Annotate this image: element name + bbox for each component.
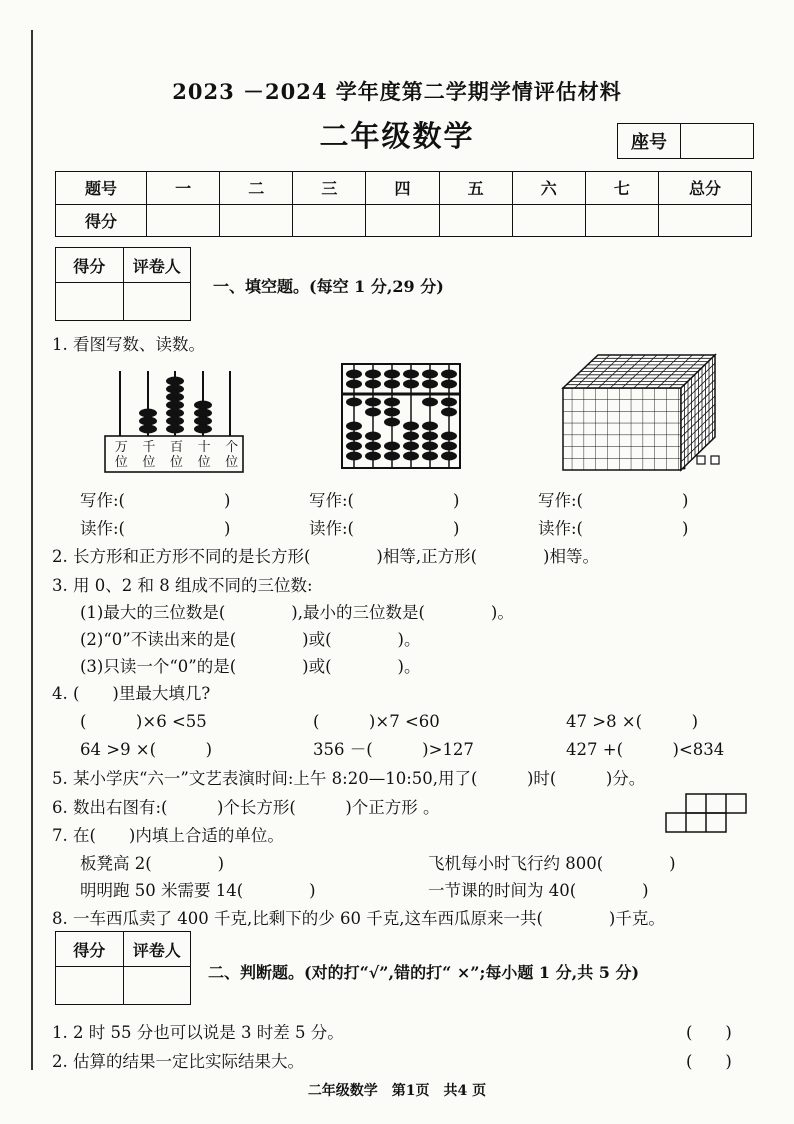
subject-title: 二年级数学 (319, 119, 475, 153)
score-table-score-row (56, 204, 752, 237)
score-cell[interactable] (293, 204, 366, 237)
place-label: 百位 (169, 440, 183, 470)
question-7-item: 一节课的时间为 40( ) (428, 881, 649, 900)
score-row-label: 得分 (56, 204, 147, 237)
score-cell[interactable] (659, 204, 752, 237)
question-3-part-3: (3)只读一个“0”的是( )或( )。 (80, 657, 421, 676)
score-cell[interactable] (366, 204, 439, 237)
section2-title: 二、判断题。(对的打“√”,错的打“ ×”;每小题 1 分,共 5 分) (208, 963, 640, 982)
judge-answer-1[interactable]: ( ) (686, 1023, 732, 1042)
score-header-cell: 二 (220, 172, 293, 205)
write-answer-1[interactable]: 写作:( ) (80, 491, 231, 510)
question-3-part-2: (2)“0”不读出来的是( )或( )。 (80, 630, 421, 649)
score-header-cell: 四 (366, 172, 439, 205)
question-6: 6. 数出右图有:( )个长方形( )个正方形 。 (52, 798, 440, 817)
score-header-cell: 七 (585, 172, 658, 205)
score-cell[interactable] (220, 204, 293, 237)
question-4-item: 47 >8 ×( ) (566, 712, 699, 731)
question-7: 7. 在( )内填上合适的单位。 (52, 826, 284, 845)
score-table (55, 171, 752, 237)
score-header-cell: 六 (512, 172, 585, 205)
score-cell[interactable] (512, 204, 585, 237)
question-4-item: ( )×7 <60 (313, 712, 440, 731)
question-4-item: 427 +( )<834 (566, 740, 725, 759)
grader-score-label: 得分 (73, 940, 106, 960)
grader-name-field[interactable] (123, 967, 191, 1005)
grader-box-section2 (55, 931, 191, 1005)
read-answer-3[interactable]: 读作:( ) (538, 519, 689, 538)
write-answer-2[interactable]: 写作:( ) (309, 491, 460, 510)
suanpan-figure (340, 362, 462, 470)
grader-score-field[interactable] (56, 283, 123, 321)
question-4: 4. ( )里最大填几? (52, 684, 211, 703)
score-header-cell: 三 (293, 172, 366, 205)
question-3: 3. 用 0、2 和 8 组成不同的三位数: (52, 576, 313, 595)
rectangle-count-figure (664, 792, 748, 834)
abacus-place-labels (107, 440, 245, 470)
question-8: 8. 一车西瓜卖了 400 千克,比剩下的少 60 千克,这车西瓜原来一共( )千克。 (52, 909, 665, 928)
question-1: 1. 看图写数、读数。 (52, 335, 205, 354)
judge-answer-2[interactable]: ( ) (686, 1052, 732, 1071)
score-header-cell: 五 (439, 172, 512, 205)
score-cell[interactable] (147, 204, 220, 237)
grader-score-field[interactable] (56, 967, 123, 1005)
grader-box-section1 (55, 247, 191, 321)
question-4-item: 64 >9 ×( ) (80, 740, 213, 759)
page-footer: 二年级数学 第1页 共4 页 (307, 1083, 487, 1099)
place-label: 万位 (114, 440, 128, 470)
question-7-item: 板凳高 2( ) (80, 854, 225, 873)
grader-name-label: 评卷人 (123, 248, 191, 282)
seat-number-box (617, 123, 754, 159)
place-label: 十位 (197, 440, 211, 470)
seat-label: 座号 (618, 124, 681, 158)
question-4-item: 356 －( )>127 (313, 740, 474, 759)
read-answer-2[interactable]: 读作:( ) (309, 519, 460, 538)
grader-name-label: 评卷人 (123, 932, 191, 966)
judge-item-2: 2. 估算的结果一定比实际结果大。 (52, 1052, 304, 1071)
binding-line (31, 30, 33, 1070)
write-answer-3[interactable]: 写作:( ) (538, 491, 689, 510)
thousand-cube-figure (560, 352, 735, 474)
question-7-item: 飞机每小时飞行约 800( ) (428, 854, 676, 873)
score-header-cell: 总分 (659, 172, 752, 205)
score-cell[interactable] (439, 204, 512, 237)
place-label: 千位 (142, 440, 156, 470)
exam-title: 2023 －2024 学年度第二学期学情评估材料 (172, 79, 622, 104)
score-header-cell: 一 (147, 172, 220, 205)
score-cell[interactable] (585, 204, 658, 237)
question-3-part-1: (1)最大的三位数是( ),最小的三位数是( )。 (80, 603, 514, 622)
grader-name-field[interactable] (123, 283, 191, 321)
place-label: 个位 (225, 440, 239, 470)
section1-title: 一、填空题。(每空 1 分,29 分) (213, 277, 444, 296)
question-2: 2. 长方形和正方形不同的是长方形( )相等,正方形( )相等。 (52, 547, 599, 566)
question-7-item: 明明跑 50 米需要 14( ) (80, 881, 316, 900)
seat-number-field[interactable] (681, 124, 753, 158)
judge-item-1: 1. 2 时 55 分也可以说是 3 时差 5 分。 (52, 1023, 344, 1042)
score-header-cell: 题号 (56, 172, 147, 205)
read-answer-1[interactable]: 读作:( ) (80, 519, 231, 538)
score-table-header-row (56, 172, 752, 205)
question-4-item: ( )×6 <55 (80, 712, 207, 731)
question-5: 5. 某小学庆“六一”文艺表演时间:上午 8:20—10:50,用了( )时( )分。 (52, 769, 646, 788)
grader-score-label: 得分 (73, 256, 106, 276)
